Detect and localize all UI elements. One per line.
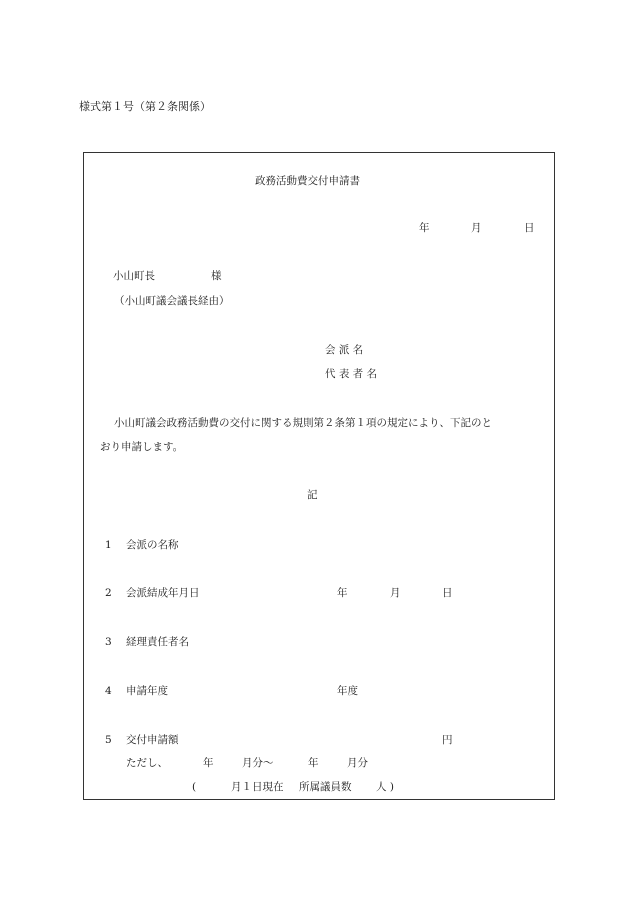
proviso-prefix: ただし、 xyxy=(126,757,168,769)
item-1-number: 1 xyxy=(105,539,112,551)
date-day: 日 xyxy=(524,222,535,234)
item-4-label: 申請年度 xyxy=(126,685,168,697)
form-number: 様式第１号（第２条関係） xyxy=(79,100,211,113)
body-text-line-1: 小山町議会政務活動費の交付に関する規則第２条第１項の規定により、下記のと xyxy=(114,417,492,429)
body-text-line-2: おり申請します。 xyxy=(100,441,184,453)
group-name-label: 会 派 名 xyxy=(325,344,364,356)
item-3-number: 3 xyxy=(105,636,112,648)
item-1-label: 会派の名称 xyxy=(126,539,179,551)
ki-heading: 記 xyxy=(307,489,318,501)
item-5-unit: 円 xyxy=(442,734,453,746)
form-title: 政務活動費交付申請書 xyxy=(255,175,360,187)
item-4-number: 4 xyxy=(105,685,112,697)
item-2-number: 2 xyxy=(105,587,112,599)
item-2-year: 年 xyxy=(337,587,348,599)
item-5-label: 交付申請額 xyxy=(126,734,179,746)
item-2-month: 月 xyxy=(390,587,401,599)
addressee-via: （小山町議会議長経由） xyxy=(114,295,230,307)
proviso-month-1: 月分～ xyxy=(242,757,274,769)
application-form xyxy=(83,152,555,800)
proviso-person: 人 ) xyxy=(376,781,394,793)
date-year: 年 xyxy=(419,222,430,234)
addressee-name: 小山町長 xyxy=(113,270,155,282)
representative-label: 代 表 者 名 xyxy=(325,368,378,380)
proviso-month-2: 月分 xyxy=(347,757,368,769)
proviso-paren-open: ( xyxy=(192,781,197,793)
proviso-as-of: 月１日現在 xyxy=(231,781,284,793)
item-2-label: 会派結成年月日 xyxy=(126,587,200,599)
addressee-honorific: 様 xyxy=(211,270,222,282)
date-month: 月 xyxy=(471,222,482,234)
item-2-day: 日 xyxy=(442,587,453,599)
proviso-members-label: 所属議員数 xyxy=(299,781,352,793)
item-5-number: 5 xyxy=(105,734,112,746)
proviso-year-1: 年 xyxy=(203,757,214,769)
item-3-label: 経理責任者名 xyxy=(126,636,189,648)
proviso-year-2: 年 xyxy=(308,757,319,769)
item-4-unit: 年度 xyxy=(337,685,358,697)
